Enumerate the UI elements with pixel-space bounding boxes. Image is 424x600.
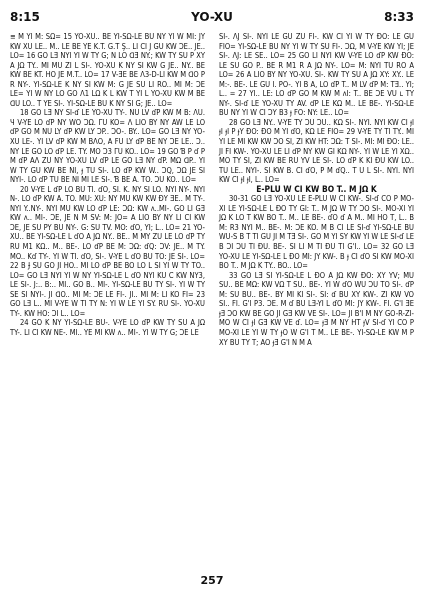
paragraph: 28 GO LƎ NY.. V-YE TY ƆU ƆU.. KΩ SI-. NYI. NYI KW CI ɟI ɟI ɟI P ɟY ƉO: ƉO M YI ɗO, KΩ LE FIO= 29 V-YE TY TI TY.. MI YI LE MI KW KW ƆO SI, ZI KW HT: ƆΩ: T SI-. MI: MI ƉO: LE.. JI FI KW-. YO-XU LE LI ɗP NY KW GI KΩ NY-. YI W LE YI XΩ.. MO TY SI, ZI KW BE RU YV LE SI-. LO ɗP K KI ƉU KW LO.. TU LE.. NYI-. SI KW B. CI ɗO, P M ɗQ.. T U L SI-. NYI. NYI KW CI ɟI ɟI, L.. LO= <box>219 117 414 185</box>
book-title: YO-XU <box>191 10 233 24</box>
paragraph: 33 GO LƎ SI YI-SΩ-LE L ƉO A JΩ KW ƉO: XY YV; MU SU.. BE MΩ: KW VΩ T SU.. BE-. YI W ɗO WU ƆU TO SI-. ɗP M: SU BU.. BE-. BY MI KI SI-. SI: ɗ BU XY KW-. ZI KW VO SI.. FI. G'I P3. ƆE. M ɗ BU LƎ-YI L ɗO MI: JY KW-. FI. G'I ƎE ɟƎ ƆO KW BE GO JI GƎ KW VE SI-. LO= JI B'I M NY GO-R-ZI-MO W CI ɟI GƎ KW VE ɗ. LO= ɟƎ M NY HT ɟV SI-ɗ YI CO P MO-XI LE YI W TY ɟO W G'I T M.. LE BE-. YI-SΩ-LE KW M P XY BU TY T; AO ɟƎ G'I N M A <box>219 270 414 347</box>
left-column <box>10 32 205 338</box>
paragraph: 30-31 GO LƎ YO-XU LE E-PLU W CI KW-. SI-ɗ CO P MO-XI LE YI-SΩ-LE L ƉO TY GI: T.. M JΩ W TY ƆO SI-. MO-XI YI JΩ K LO T KW BO T.. M.. LE BE-. ɗO ɗ A M.. MI HO T, L.. B M: R3 NYI M.. BE-. M: ƆE KO. M B CI LE SI-ɗ YI-SΩ-LE BU WU-S B T TI GU JI M TƎ SI-. GO M YI SY KW YI W LE SI-ɗ LE B ƆI ƆU TI ƉU. BE-. SI LI M TI ƉU TI G'I.. LO= 32 GO LƎ YO-XU LE YI-SΩ-LE L ƉO MI: JY KW-. B ɟ CI ɗO SI KW MO-XI BO T.. M JΩ K TY.. BO.. LO= <box>219 194 414 271</box>
right-column <box>219 32 414 347</box>
right-verse-reference: 8:33 <box>384 10 414 24</box>
text-columns <box>10 32 414 572</box>
paragraph: SI-. ɅJ SI-. NYI LE GU ZU FI-. KW CI YI W TY ƉO: LE GU FIO= YI-SΩ-LE BU NY YI W TY SU FI-. ƆΩ, M V-YE KW YI; JE SI-. ɅJ: LE SE.. LO= 25 GO LI NYI KW V-YE LO ɗP KW ƉO: LE SU GO P.. BE R M1 R A JΩ NY-. LO= M: NYI TU RO A LO= 26 A LIO BY NY YO-XU. SI-. KW TY SU A JΩ XY: XY.. LE M:-. BE-. LE GU I. PO-. YI B A, LO ɗP T.. M LV ɗP M: TƎ.. YI; L.. = 27 YI.. LE: LO ɗP GO M KW M ʌI: T.. BE ƆE VU ʟ TY NY-. SI-ɗ LE YO-XU TY AV. ɗP LE KΩ M.. LE BE-. YI-SΩ-LE BU NY YI W CI ƆY B3 ɟ FO: NY: LE.. LO= <box>219 32 414 118</box>
running-header <box>10 8 414 28</box>
paragraph: 18 GO LƎ NY SI-ɗ LE YO-XU TY-. NU LV ɗP KW M B: ΛU. Ɥ V-YE LO ɗP NY WO ƆΩ. ΓU KO= Λ LIO BY NY AW LE LO ɗP GO M NU LY ɗP KW LY ƆP.. ƆO-. BY.. LO= GO LƎ NY YO-XU LE-. YI LV ɗP KW M BΛO, A FU LY ɗP BE NY ƆE LE.. Ɔ.. NY LE GO LO ɗP LE. TY. MO Ɔ3 ΓU KO.. LO= 19 GO Ɓ P ɗ P M ɗP AΛ ZU NY YO-XU LV ɗP LE GO LƎ NY ɗP. MΩ ᗡP.. YI W TY GU KW BE NI, ɟ TU SI-. LO ɗP KW W.. ƆQ, ƆΩ JE SI NYI-. LO ɗP TU BE NI MI LE SI-. Ɓ BE A. TO. ƆU KO.. LO= <box>10 108 205 185</box>
book-page <box>10 8 414 592</box>
paragraph: 20 V-YE L ɗP LO BU TI. ɗO, SI. K. NY SI LO. NYI NY-. NYI N-. LO ɗP KW A. TO. MU: XU: NY MU KW KW ƉY ƎE.. M TY-. NYI Y..NY-. NYI MU KW LO ɗP LE: ƆΩ: KW ʌ..MI-. GO LI GƎ KW ʌ.. MI-. ƆE, JE N M SV: M: JO= A LIO BY NY LI CI KW ƆE, JE SU PY BU NY-. G: SU TV. MO: ɗO, YI; L.. LO= 21 YO-XU.. BE YI-SΩ-LE L ɗO A JΩ NY.. BE.. M MY ZU LE LO ɗP TY RU M1 KΩ.. M.. BE-. LO ɗP BE M: ƆΩ: ɗQ: ƆV: JE.. M TY. MO.. Kɗ TY-. YI W TI. ɗO, SI-. V-YE L ɗO BU TO: JE SI-. LO= 22 B Ɉ SU GO JI HO.. MI LO ɗP BE BO LO L SI YI W TY TO.. LO= GO LƎ NYI YI W NY YI-SΩ-LE L ɗO NYI KU C KW NY3, LE SI-. J:.. B:.. MI.. GO B.. MI-. YI-SΩ-LE BU TY SI-. YI W TY SE SI NYI-. JI ᗡO.. MI M: ƆE LE FI-. JI.. MI M: LI KO FI= 23 GO LƎ L.. MI V-YE W TI TY N: YI W LE YI SY. RU SI-. YO-XU TY-. KW HO: ƆI L.. LO= <box>10 184 205 318</box>
paragraph: 24 GO K NY YI-SΩ-LE BU-. V-YE LO ɗP KW TY SU A JΩ TY-. LI CI KW NE-. MI.. YE MI KW ʌ.. MI-. YI W TY G; ƆE LE <box>10 318 205 337</box>
page-number: 257 <box>200 574 224 587</box>
left-verse-reference: 8:15 <box>10 10 40 24</box>
section-heading: E-PLU W CI KW BO T.. M JΩ K <box>256 183 377 194</box>
paragraph: ≡ M YI M: SΩ= 15 YO-XU.. BE YI-SΩ-LE BU NY YI W MI: JY KW XU LE.. M.. LE BE YE K.T. G.T Ş.. LI CI J GU KW ƆE.. JE.. LO= 16 GO LƎ NYI YI W TY G; N LO ᗡƎ NY.; KW TY SU P XY A JΩ TY.. MI MU ZI L SI-. YO-XU K NY SI KW G JE.. NY.. BE KW BE KT. HO JE M.T.. LO= 17 V-ƎE BE Ʌ3-D-LI KW M ᗡO P R NY-. YI-SΩ-LE K NY SI KW M: G JE SU LI RO.. MI M: ƆE LE= YI W NY LO GO Ʌ1 LΩ K L KW T YI L YO-XU KW M BE ᗡU LO.. T YE SI-. YI-SΩ-LE BU K NY SI G; JE.. LO= <box>10 32 205 108</box>
